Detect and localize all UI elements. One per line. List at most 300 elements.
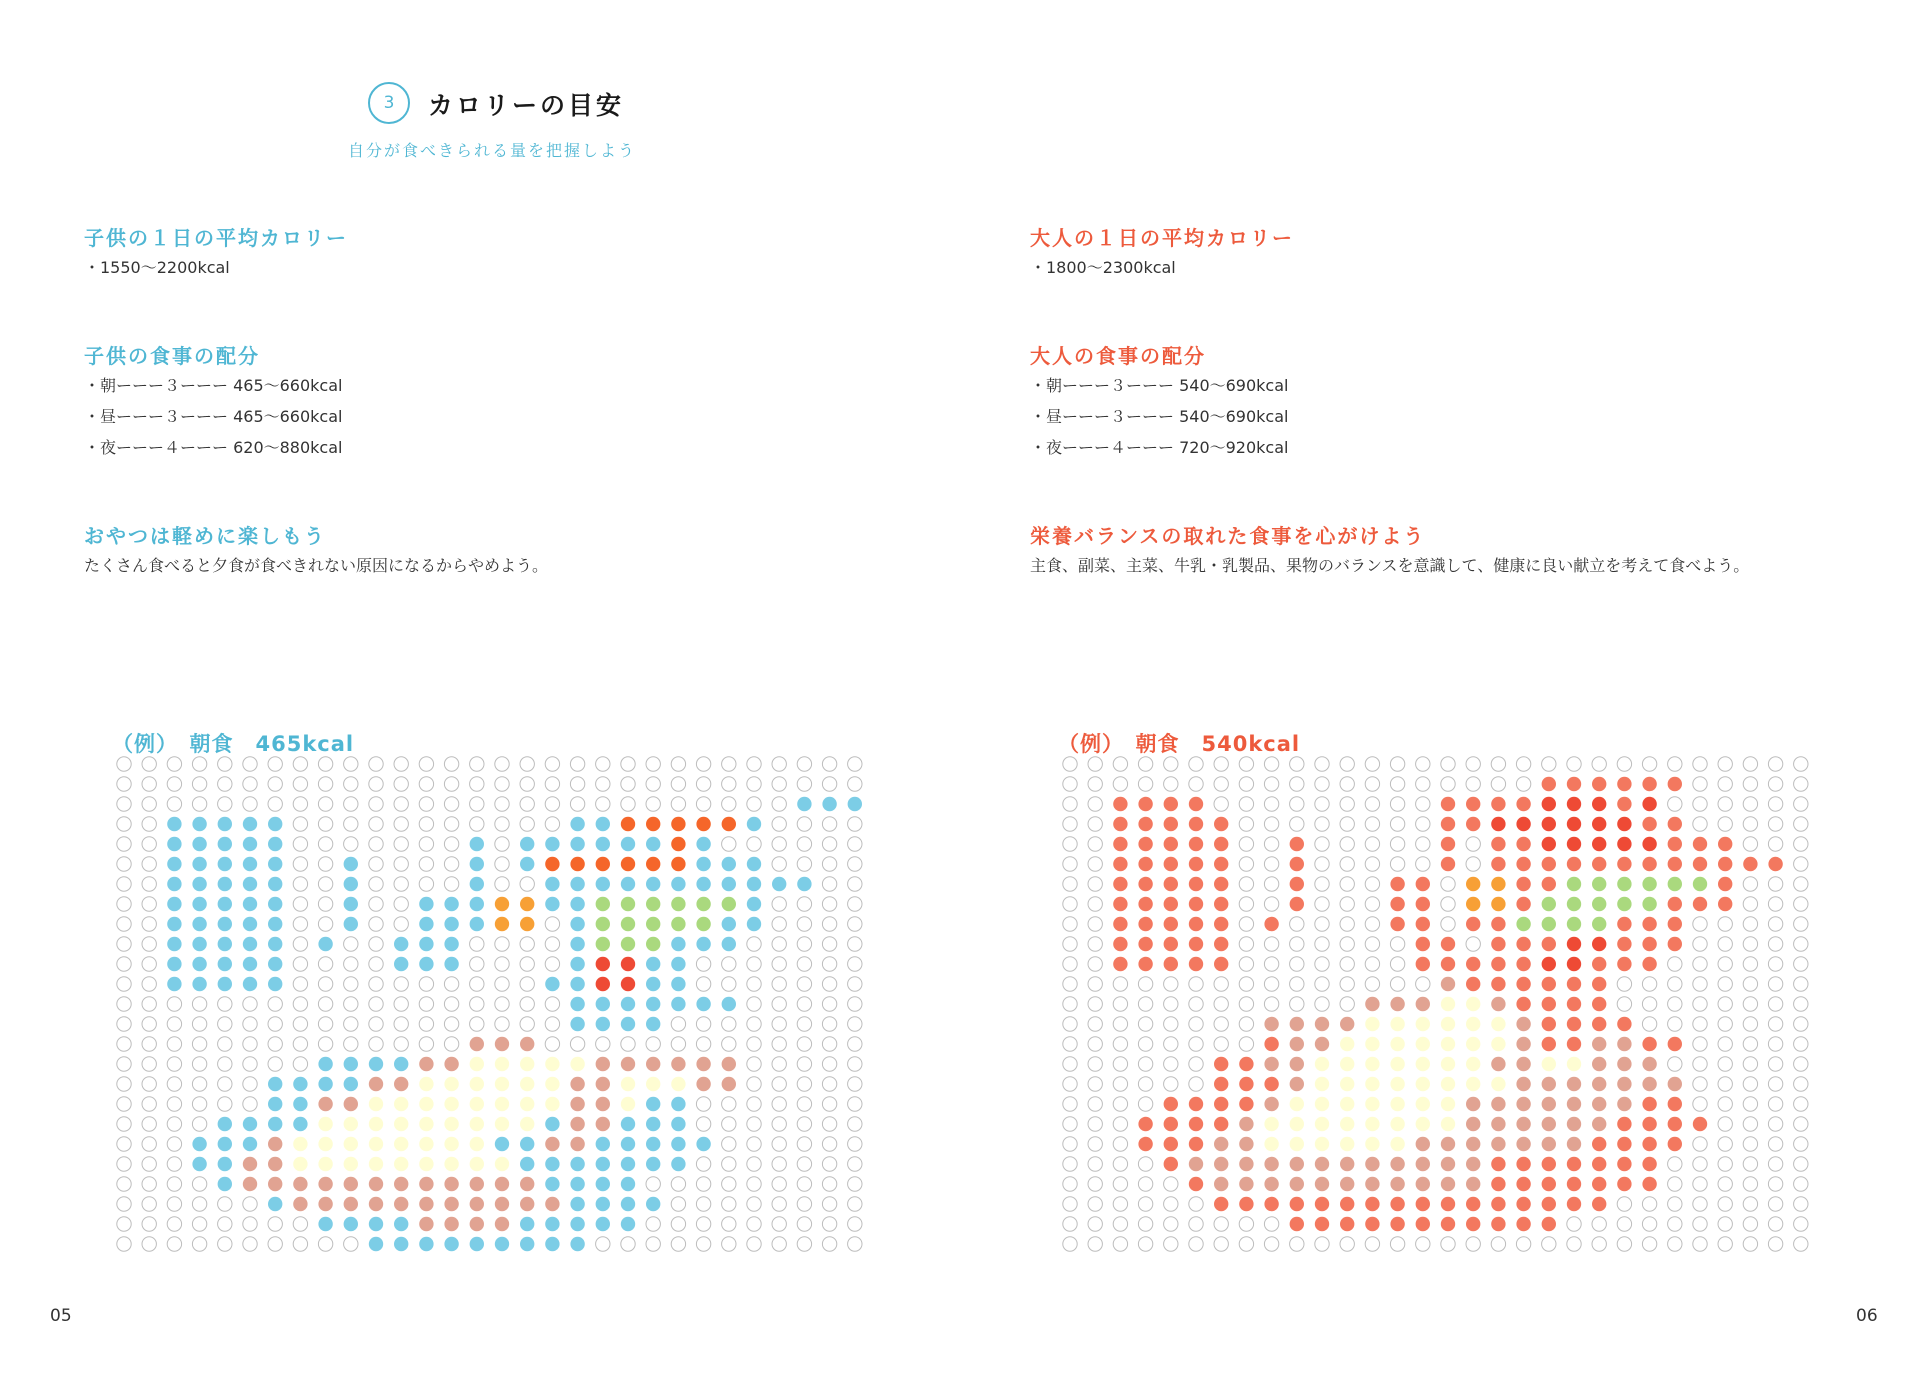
child-dot-filled: [495, 897, 509, 911]
adult-dot-filled: [1516, 1177, 1530, 1191]
child-dot-empty: [848, 1197, 862, 1211]
child-dot-empty: [797, 1137, 811, 1151]
child-dot-empty: [243, 777, 257, 791]
child-dot-empty: [167, 1117, 181, 1131]
adult-dot-empty: [1264, 937, 1278, 951]
child-dot-filled: [344, 1077, 358, 1091]
adult-dot-filled: [1390, 1137, 1404, 1151]
adult-split-lunch: ・昼ーーー３ーーー 540〜690kcal: [1030, 407, 1289, 426]
child-dot-empty: [318, 817, 332, 831]
child-dot-empty: [243, 757, 257, 771]
child-dot-empty: [747, 777, 761, 791]
child-dot-filled: [444, 937, 458, 951]
adult-dot-empty: [1239, 957, 1253, 971]
adult-dot-empty: [1592, 1217, 1606, 1231]
adult-dot-empty: [1164, 997, 1178, 1011]
child-dot-empty: [696, 1157, 710, 1171]
adult-dot-filled: [1617, 777, 1631, 791]
adult-dot-filled: [1542, 837, 1556, 851]
child-dot-filled: [671, 817, 685, 831]
adult-dot-empty: [1164, 1177, 1178, 1191]
child-dot-empty: [797, 1097, 811, 1111]
child-dot-filled: [369, 1057, 383, 1071]
child-dot-filled: [218, 1177, 232, 1191]
child-dot-empty: [671, 1037, 685, 1051]
child-dot-empty: [117, 857, 131, 871]
child-dot-empty: [167, 1217, 181, 1231]
adult-dot-filled: [1113, 937, 1127, 951]
adult-dot-filled: [1214, 1197, 1228, 1211]
adult-dot-empty: [1189, 1037, 1203, 1051]
child-dot-filled: [394, 1137, 408, 1151]
child-dot-empty: [394, 1017, 408, 1031]
adult-dot-empty: [1794, 757, 1808, 771]
adult-dot-filled: [1290, 1117, 1304, 1131]
adult-dot-empty: [1290, 797, 1304, 811]
adult-dot-empty: [1794, 837, 1808, 851]
adult-dot-filled: [1113, 957, 1127, 971]
adult-dot-filled: [1592, 997, 1606, 1011]
adult-dot-empty: [1743, 757, 1757, 771]
child-dot-filled: [344, 917, 358, 931]
adult-dot-empty: [1239, 877, 1253, 891]
child-dot-filled: [495, 1037, 509, 1051]
child-dot-filled: [495, 1097, 509, 1111]
child-dot-empty: [369, 1037, 383, 1051]
adult-dot-empty: [1693, 917, 1707, 931]
adult-dot-filled: [1516, 1197, 1530, 1211]
adult-dot-empty: [1365, 977, 1379, 991]
child-dot-empty: [293, 1017, 307, 1031]
child-dot-filled: [621, 857, 635, 871]
adult-dot-filled: [1466, 1117, 1480, 1131]
adult-dot-empty: [1642, 1197, 1656, 1211]
child-dot-empty: [772, 1237, 786, 1251]
adult-dot-filled: [1340, 1217, 1354, 1231]
child-dot-filled: [570, 1217, 584, 1231]
adult-dot-empty: [1088, 897, 1102, 911]
adult-dot-filled: [1542, 917, 1556, 931]
child-dot-filled: [621, 957, 635, 971]
child-dot-filled: [268, 1197, 282, 1211]
adult-dot-empty: [1264, 897, 1278, 911]
adult-dot-filled: [1290, 1017, 1304, 1031]
child-dot-empty: [293, 1217, 307, 1231]
child-dot-empty: [848, 1037, 862, 1051]
child-dot-filled: [369, 1217, 383, 1231]
adult-dot-empty: [1239, 757, 1253, 771]
child-dot-filled: [318, 1077, 332, 1091]
child-dot-empty: [747, 1177, 761, 1191]
adult-dot-empty: [1592, 757, 1606, 771]
adult-dot-empty: [1088, 757, 1102, 771]
adult-dot-empty: [1063, 877, 1077, 891]
adult-split-breakfast: ・朝ーーー３ーーー 540〜690kcal: [1030, 376, 1289, 395]
child-dot-empty: [495, 837, 509, 851]
adult-dot-filled: [1592, 897, 1606, 911]
adult-dot-filled: [1567, 797, 1581, 811]
adult-dot-empty: [1063, 1097, 1077, 1111]
adult-dot-empty: [1718, 1197, 1732, 1211]
adult-dot-empty: [1693, 817, 1707, 831]
adult-dot-empty: [1315, 837, 1329, 851]
adult-dot-empty: [1718, 1157, 1732, 1171]
child-dot-filled: [167, 937, 181, 951]
adult-dot-filled: [1416, 1017, 1430, 1031]
adult-dot-filled: [1567, 997, 1581, 1011]
adult-dot-empty: [1113, 1197, 1127, 1211]
adult-dot-empty: [1290, 1237, 1304, 1251]
child-dot-filled: [192, 917, 206, 931]
child-dot-empty: [848, 1057, 862, 1071]
child-dot-filled: [495, 1237, 509, 1251]
child-dot-empty: [117, 1157, 131, 1171]
child-dot-empty: [848, 1097, 862, 1111]
adult-dot-filled: [1189, 1117, 1203, 1131]
child-dot-empty: [470, 957, 484, 971]
adult-dot-empty: [1239, 797, 1253, 811]
adult-dot-filled: [1743, 857, 1757, 871]
adult-dot-filled: [1416, 1037, 1430, 1051]
adult-dot-empty: [1340, 937, 1354, 951]
adult-dot-empty: [1718, 977, 1732, 991]
child-dot-empty: [495, 797, 509, 811]
child-dot-filled: [293, 1197, 307, 1211]
child-dot-filled: [671, 1097, 685, 1111]
child-dot-empty: [192, 1077, 206, 1091]
child-dot-empty: [545, 937, 559, 951]
child-dot-empty: [142, 1057, 156, 1071]
adult-dot-empty: [1794, 937, 1808, 951]
child-dot-filled: [318, 1177, 332, 1191]
child-dot-empty: [520, 997, 534, 1011]
adult-dot-empty: [1063, 1137, 1077, 1151]
child-dot-empty: [117, 917, 131, 931]
child-dot-filled: [419, 1057, 433, 1071]
child-dot-empty: [621, 797, 635, 811]
child-dot-empty: [142, 1217, 156, 1231]
adult-dot-filled: [1466, 1037, 1480, 1051]
child-dot-empty: [822, 997, 836, 1011]
child-dot-filled: [596, 917, 610, 931]
adult-dot-empty: [1239, 897, 1253, 911]
adult-dot-filled: [1290, 1077, 1304, 1091]
adult-dot-filled: [1315, 1217, 1329, 1231]
child-dot-empty: [797, 757, 811, 771]
adult-dot-empty: [1718, 917, 1732, 931]
adult-dot-empty: [1693, 937, 1707, 951]
adult-dot-filled: [1466, 797, 1480, 811]
child-dot-empty: [646, 1037, 660, 1051]
child-dot-empty: [444, 1017, 458, 1031]
adult-dot-filled: [1567, 957, 1581, 971]
child-dot-filled: [596, 1157, 610, 1171]
adult-dot-filled: [1542, 797, 1556, 811]
child-dot-empty: [545, 997, 559, 1011]
adult-dot-empty: [1290, 777, 1304, 791]
adult-dot-empty: [1743, 1237, 1757, 1251]
child-dot-filled: [696, 897, 710, 911]
adult-dot-filled: [1441, 1117, 1455, 1131]
child-dot-filled: [218, 857, 232, 871]
adult-dot-filled: [1290, 1177, 1304, 1191]
child-dot-filled: [646, 837, 660, 851]
adult-dot-filled: [1416, 957, 1430, 971]
adult-dot-filled: [1542, 997, 1556, 1011]
adult-dot-filled: [1214, 817, 1228, 831]
adult-dot-empty: [1365, 877, 1379, 891]
adult-dot-filled: [1617, 1177, 1631, 1191]
child-dot-empty: [822, 917, 836, 931]
child-dot-empty: [142, 1077, 156, 1091]
child-dot-empty: [772, 1077, 786, 1091]
adult-dot-empty: [1340, 797, 1354, 811]
adult-dot-filled: [1567, 897, 1581, 911]
adult-dot-filled: [1466, 817, 1480, 831]
adult-dot-filled: [1542, 897, 1556, 911]
child-dot-filled: [243, 897, 257, 911]
adult-dot-empty: [1416, 1237, 1430, 1251]
child-dot-empty: [696, 1037, 710, 1051]
child-tip-title: おやつは軽めに楽しもう: [84, 524, 326, 548]
adult-dot-empty: [1290, 937, 1304, 951]
adult-dot-filled: [1491, 917, 1505, 931]
adult-dot-empty: [1290, 757, 1304, 771]
child-dot-empty: [192, 1177, 206, 1191]
child-dot-filled: [747, 817, 761, 831]
adult-dot-filled: [1164, 1117, 1178, 1131]
child-dot-empty: [848, 857, 862, 871]
child-dot-filled: [646, 1017, 660, 1031]
child-dot-empty: [344, 817, 358, 831]
child-dot-filled: [671, 917, 685, 931]
adult-dot-filled: [1264, 1097, 1278, 1111]
adult-dot-empty: [1642, 1217, 1656, 1231]
adult-dot-empty: [1113, 1017, 1127, 1031]
adult-dot-empty: [1718, 1237, 1732, 1251]
adult-dot-filled: [1491, 857, 1505, 871]
child-dot-filled: [621, 1197, 635, 1211]
adult-dot-empty: [1088, 857, 1102, 871]
child-dot-filled: [318, 1137, 332, 1151]
adult-dot-filled: [1189, 797, 1203, 811]
adult-dot-empty: [1138, 1197, 1152, 1211]
child-dot-empty: [268, 997, 282, 1011]
adult-dot-empty: [1189, 1057, 1203, 1071]
child-dot-empty: [822, 1137, 836, 1151]
adult-dot-empty: [1239, 777, 1253, 791]
child-dot-empty: [243, 1237, 257, 1251]
child-dot-filled: [671, 1077, 685, 1091]
child-dot-filled: [243, 1117, 257, 1131]
child-dot-filled: [621, 977, 635, 991]
child-dot-filled: [646, 917, 660, 931]
adult-dot-empty: [1768, 1017, 1782, 1031]
adult-dot-filled: [1491, 1157, 1505, 1171]
adult-dot-filled: [1264, 917, 1278, 931]
child-dot-filled: [596, 1077, 610, 1091]
child-dot-filled: [243, 917, 257, 931]
child-dot-filled: [470, 1037, 484, 1051]
child-dot-filled: [696, 837, 710, 851]
child-dot-empty: [797, 1217, 811, 1231]
adult-dot-empty: [1718, 1217, 1732, 1231]
adult-dot-filled: [1239, 1117, 1253, 1131]
adult-dot-filled: [1516, 1077, 1530, 1091]
adult-dot-filled: [1365, 1077, 1379, 1091]
child-dot-empty: [117, 1117, 131, 1131]
child-dot-empty: [117, 877, 131, 891]
adult-dot-filled: [1441, 1197, 1455, 1211]
adult-dot-filled: [1567, 1037, 1581, 1051]
adult-dot-empty: [1768, 1117, 1782, 1131]
child-dot-empty: [192, 997, 206, 1011]
adult-dot-empty: [1416, 817, 1430, 831]
adult-dot-filled: [1567, 937, 1581, 951]
child-dot-empty: [167, 1177, 181, 1191]
child-dot-empty: [722, 1017, 736, 1031]
child-dot-empty: [142, 1197, 156, 1211]
adult-dot-filled: [1542, 1217, 1556, 1231]
child-dot-filled: [268, 1177, 282, 1191]
child-dot-empty: [822, 857, 836, 871]
child-dot-filled: [596, 1117, 610, 1131]
child-dot-empty: [772, 977, 786, 991]
child-split-dinner: ・夜ーーー４ーーー 620〜880kcal: [84, 438, 343, 457]
child-dot-filled: [671, 1057, 685, 1071]
child-dot-filled: [596, 937, 610, 951]
child-dot-filled: [394, 1197, 408, 1211]
adult-dot-empty: [1340, 837, 1354, 851]
child-dot-empty: [772, 957, 786, 971]
adult-dot-filled: [1113, 897, 1127, 911]
adult-dot-empty: [1668, 1197, 1682, 1211]
adult-tip-body: 主食、副菜、主菜、牛乳・乳製品、果物のバランスを意識して、健康に良い献立を考えて食べよう。: [1030, 556, 1750, 575]
child-dot-filled: [318, 1197, 332, 1211]
adult-dot-filled: [1315, 1197, 1329, 1211]
child-dot-empty: [772, 777, 786, 791]
child-dot-filled: [671, 937, 685, 951]
child-dot-filled: [520, 837, 534, 851]
adult-dot-filled: [1138, 917, 1152, 931]
adult-dot-filled: [1189, 1177, 1203, 1191]
child-dot-filled: [344, 1157, 358, 1171]
child-dot-empty: [520, 817, 534, 831]
adult-dot-empty: [1768, 937, 1782, 951]
child-dot-empty: [848, 1177, 862, 1191]
adult-dot-filled: [1441, 937, 1455, 951]
child-dot-empty: [772, 997, 786, 1011]
adult-dot-filled: [1567, 1197, 1581, 1211]
adult-dot-empty: [1063, 1197, 1077, 1211]
child-dot-empty: [167, 797, 181, 811]
adult-dot-filled: [1264, 1037, 1278, 1051]
adult-dot-filled: [1567, 917, 1581, 931]
child-dot-empty: [192, 1197, 206, 1211]
adult-dot-empty: [1668, 1217, 1682, 1231]
adult-dot-empty: [1794, 1097, 1808, 1111]
adult-dot-empty: [1315, 877, 1329, 891]
adult-dot-filled: [1239, 1097, 1253, 1111]
child-dot-empty: [797, 917, 811, 931]
adult-dot-filled: [1315, 1017, 1329, 1031]
adult-dot-empty: [1365, 1237, 1379, 1251]
adult-dot-empty: [1794, 817, 1808, 831]
child-dot-empty: [621, 757, 635, 771]
adult-dot-filled: [1668, 1037, 1682, 1051]
adult-dot-empty: [1138, 1037, 1152, 1051]
child-dot-empty: [722, 757, 736, 771]
child-dot-empty: [117, 977, 131, 991]
child-dot-empty: [293, 1057, 307, 1071]
adult-dot-filled: [1693, 837, 1707, 851]
child-dot-empty: [545, 817, 559, 831]
child-dot-empty: [243, 1097, 257, 1111]
adult-dot-filled: [1491, 837, 1505, 851]
adult-dot-empty: [1768, 917, 1782, 931]
adult-dot-filled: [1466, 1017, 1480, 1031]
adult-dot-empty: [1390, 857, 1404, 871]
adult-dot-filled: [1466, 917, 1480, 931]
child-dot-filled: [596, 1017, 610, 1031]
adult-dot-empty: [1390, 817, 1404, 831]
child-dot-empty: [167, 1057, 181, 1071]
adult-dot-filled: [1617, 1077, 1631, 1091]
adult-dot-empty: [1768, 1137, 1782, 1151]
adult-dot-filled: [1516, 1017, 1530, 1031]
adult-dot-empty: [1239, 937, 1253, 951]
child-dot-filled: [545, 1197, 559, 1211]
adult-dot-empty: [1416, 797, 1430, 811]
adult-dot-empty: [1340, 777, 1354, 791]
child-dot-empty: [722, 1177, 736, 1191]
adult-dot-empty: [1063, 1157, 1077, 1171]
child-dot-empty: [394, 777, 408, 791]
adult-dot-empty: [1138, 1057, 1152, 1071]
child-dot-empty: [369, 957, 383, 971]
child-dot-filled: [570, 877, 584, 891]
adult-dot-filled: [1390, 1017, 1404, 1031]
adult-dot-filled: [1340, 1177, 1354, 1191]
adult-dot-empty: [1063, 1117, 1077, 1131]
adult-dot-empty: [1063, 757, 1077, 771]
child-dot-filled: [218, 917, 232, 931]
adult-dot-filled: [1239, 1077, 1253, 1091]
adult-dot-empty: [1743, 877, 1757, 891]
child-dot-filled: [646, 977, 660, 991]
adult-dot-filled: [1138, 937, 1152, 951]
adult-dot-empty: [1668, 997, 1682, 1011]
adult-dot-empty: [1743, 837, 1757, 851]
child-dot-empty: [293, 877, 307, 891]
adult-dot-empty: [1642, 997, 1656, 1011]
child-dot-filled: [444, 1177, 458, 1191]
adult-dot-empty: [1113, 1037, 1127, 1051]
child-dot-empty: [495, 957, 509, 971]
adult-dot-empty: [1768, 1077, 1782, 1091]
child-dot-filled: [596, 997, 610, 1011]
adult-dot-filled: [1441, 797, 1455, 811]
child-dot-filled: [596, 1097, 610, 1111]
child-dot-filled: [243, 1177, 257, 1191]
child-dot-filled: [722, 857, 736, 871]
child-tip-body: たくさん食べると夕食が食べきれない原因になるからやめよう。: [84, 556, 549, 575]
child-dot-empty: [822, 837, 836, 851]
child-dot-empty: [520, 937, 534, 951]
child-dot-empty: [722, 797, 736, 811]
child-dot-filled: [545, 897, 559, 911]
adult-dot-filled: [1390, 1097, 1404, 1111]
